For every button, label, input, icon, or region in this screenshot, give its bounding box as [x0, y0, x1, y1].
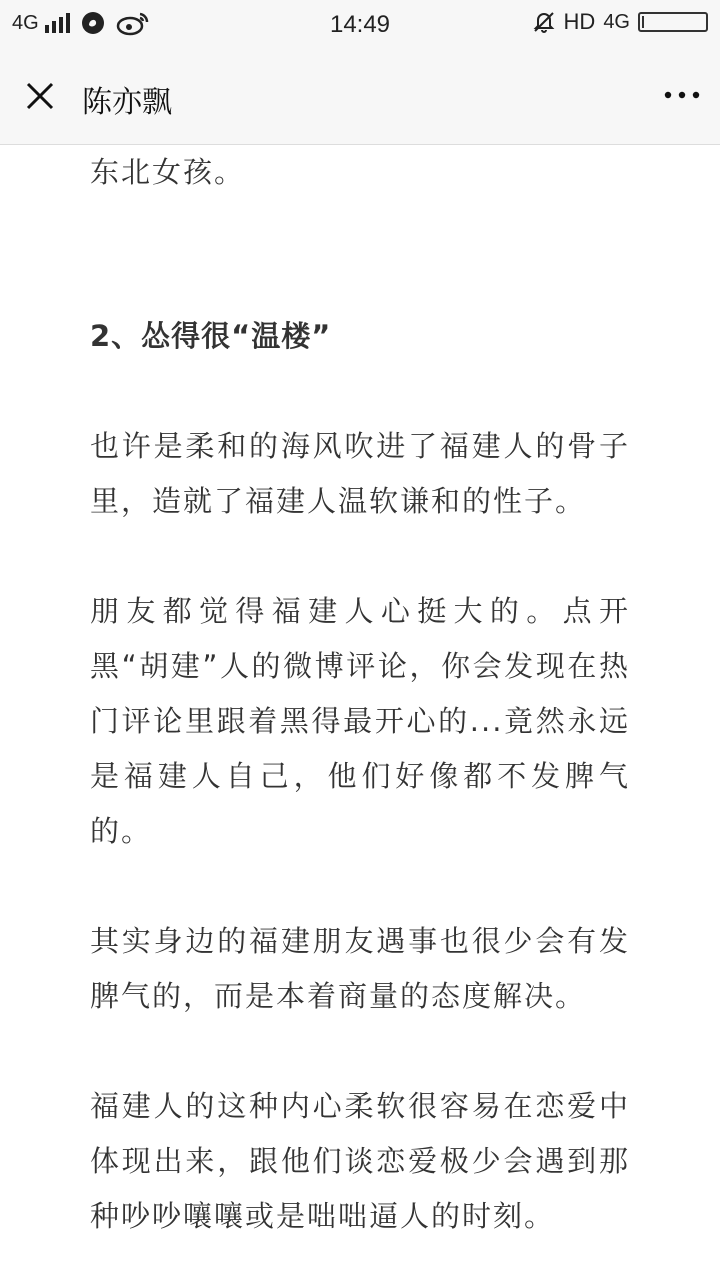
battery-icon [638, 12, 708, 32]
article-paragraph: 其实身边的福建朋友遇事也很少会有发脾气的，而是本着商量的态度解决。 [90, 924, 630, 1013]
section-heading: 2、怂得很“温楼” [90, 319, 332, 353]
more-dots-icon[interactable] [662, 80, 702, 110]
status-bar [0, 0, 720, 50]
top-nav-bar [0, 50, 720, 145]
close-icon[interactable] [22, 78, 58, 114]
article-paragraph: 朋友都觉得福建人心挺大的。点开黑“胡建”人的微博评论，你会发现在热门评论里跟着黑得最开心的...竟然永远是福建人自己，他们好像都不发脾气的。 [90, 594, 630, 848]
article-paragraph: 福建人的这种内心柔软很容易在恋爱中体现出来，跟他们谈恋爱极少会遇到那种吵吵嚷嚷或是咄咄逼人的时刻。 [90, 1089, 630, 1233]
article-paragraph: 东北女孩。 [90, 155, 246, 189]
status-right [532, 9, 708, 35]
mute-bell-icon [532, 10, 556, 34]
hd-label: HD [563, 9, 596, 34]
network-type-left: 4G [12, 11, 39, 34]
clock: 14:49 [329, 11, 391, 38]
network-type-right: 4G [603, 10, 630, 33]
page-title: 陈亦飘 [82, 85, 172, 120]
article-body [90, 145, 630, 1244]
article-paragraph: 也许是柔和的海风吹进了福建人的骨子里，造就了福建人温软谦和的性子。 [90, 429, 630, 518]
